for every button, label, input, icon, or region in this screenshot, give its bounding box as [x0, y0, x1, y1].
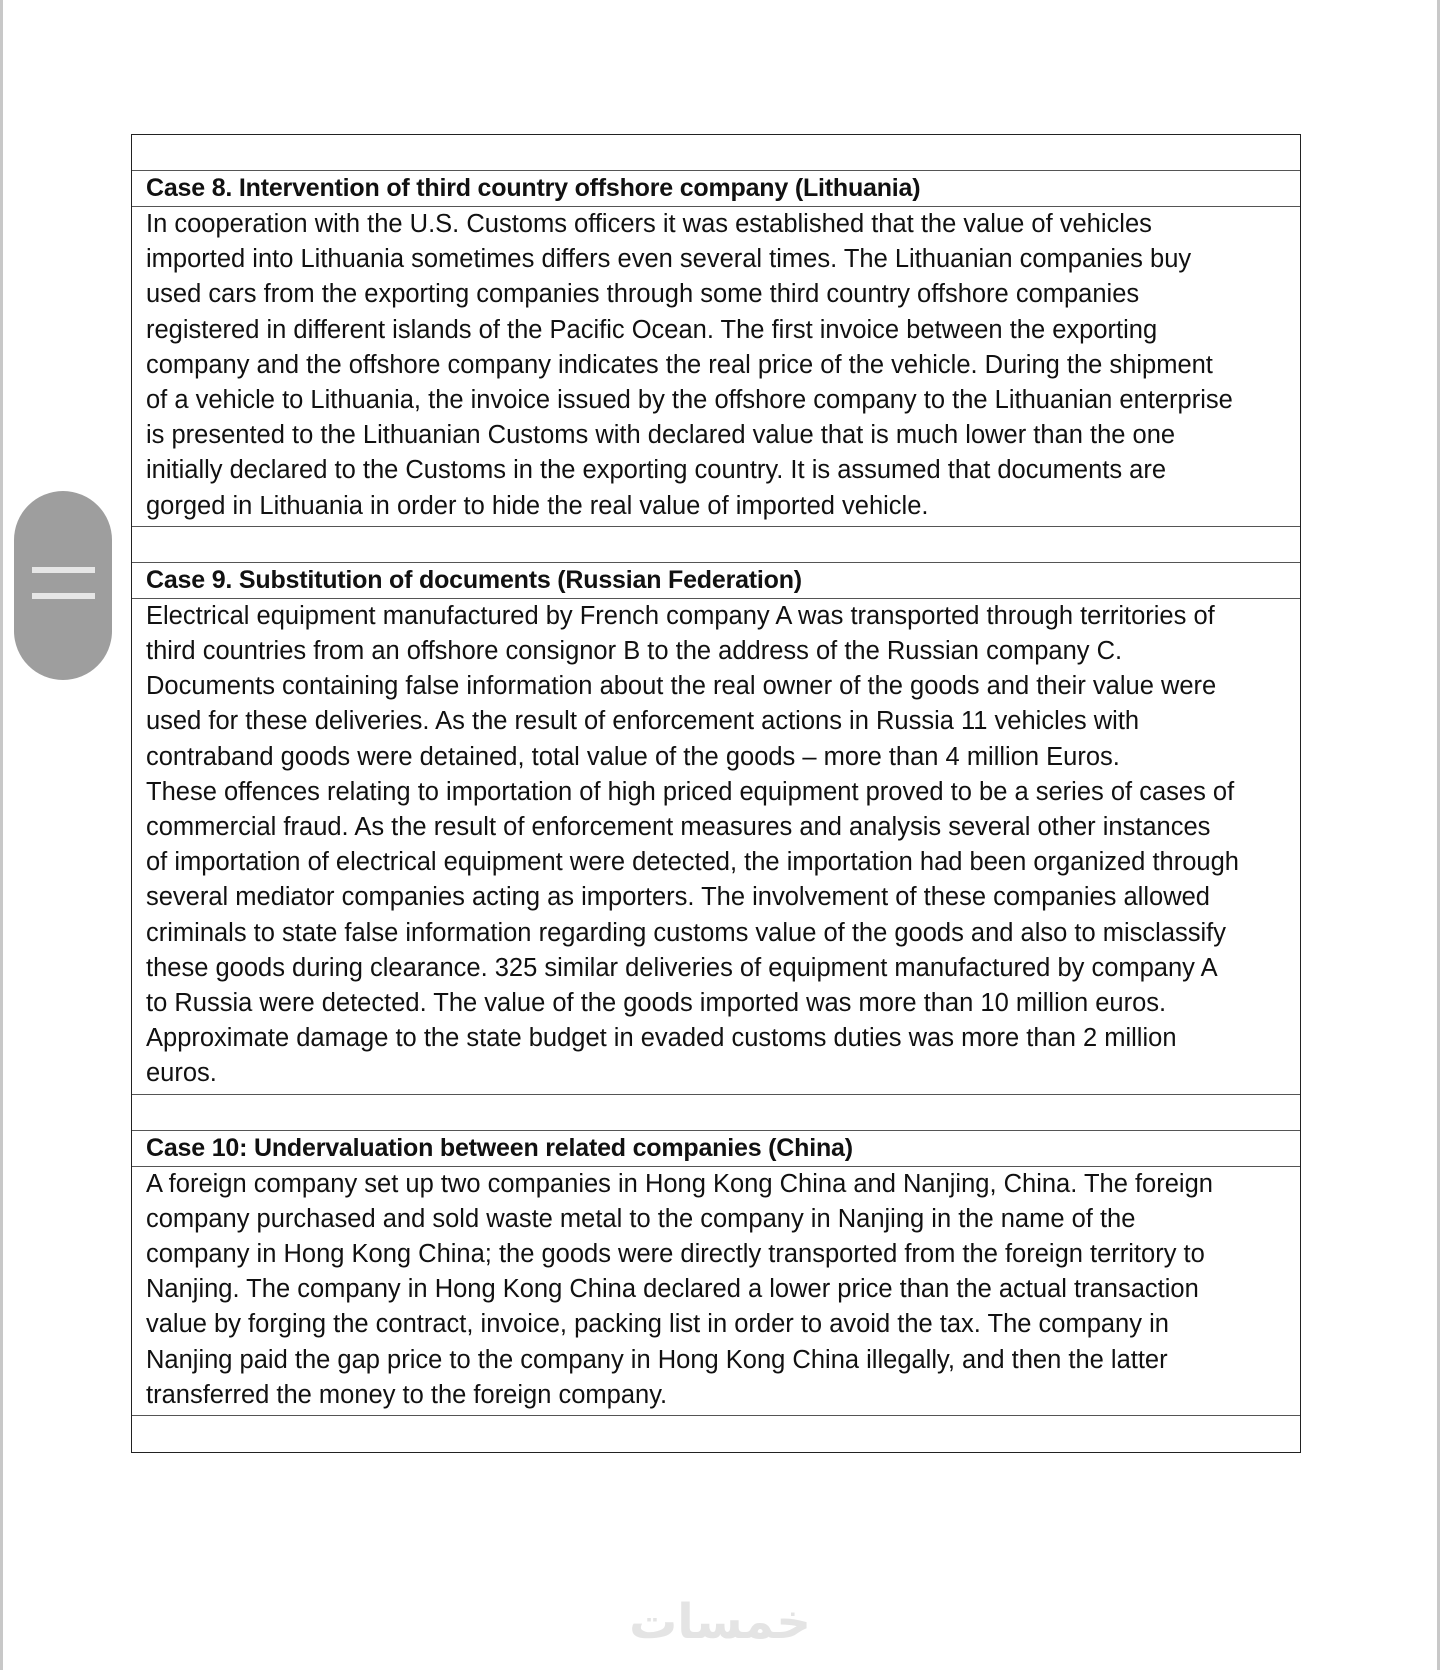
body-line: Nanjing. The company in Hong Kong China declared a lower price than the actual transaction	[146, 1275, 1199, 1304]
body-line: Electrical equipment manufactured by French company A was transported through territories of	[146, 601, 1215, 630]
body-line: euros.	[146, 1059, 217, 1088]
drag-handle-icon	[32, 567, 95, 573]
body-line: Nanjing paid the gap price to the company in Hong Kong China illegally, and then the latter	[146, 1345, 1168, 1374]
watermark-logo: خمسات	[629, 1594, 811, 1650]
body-line: criminals to state false information regarding customs value of the goods and also to misclassify	[146, 918, 1227, 947]
side-panel-toggle-button[interactable]	[14, 491, 112, 680]
body-line: of a vehicle to Lithuania, the invoice issued by the offshore company to the Lithuanian enterprise	[146, 386, 1233, 415]
body-line: These offences relating to importation of high priced equipment proved to be a series of cases of	[146, 777, 1235, 806]
body-line: of importation of electrical equipment were detected, the importation had been organized through	[146, 848, 1239, 877]
body-line: company and the offshore company indicates the real price of the vehicle. During the shipment	[146, 350, 1213, 379]
body-line: transferred the money to the foreign company.	[146, 1380, 668, 1409]
case-8-title: Case 8. Intervention of third country offshore company (Lithuania)	[132, 171, 1300, 207]
body-line: third countries from an offshore consignor B to the address of the Russian company C.	[146, 637, 1123, 666]
spacer-row	[132, 1416, 1300, 1452]
body-line: imported into Lithuania sometimes differs even several times. The Lithuanian companies buy	[146, 245, 1192, 274]
case-10-body	[132, 1167, 1300, 1416]
case-8-body	[132, 207, 1300, 527]
case-table	[131, 134, 1301, 1453]
body-line: several mediator companies acting as importers. The involvement of these companies allowed	[146, 883, 1210, 912]
case-10-title: Case 10: Undervaluation between related companies (China)	[132, 1131, 1300, 1167]
body-line: to Russia were detected. The value of the goods imported was more than 10 million euros.	[146, 989, 1167, 1018]
body-line: registered in different islands of the Pacific Ocean. The first invoice between the exporting	[146, 315, 1158, 344]
body-line: company in Hong Kong China; the goods were directly transported from the foreign territory to	[146, 1240, 1205, 1269]
body-line: gorged in Lithuania in order to hide the real value of imported vehicle.	[146, 491, 929, 520]
body-line: initially declared to the Customs in the exporting country. It is assumed that documents are	[146, 456, 1167, 485]
drag-handle-icon	[32, 593, 95, 599]
case-9-title: Case 9. Substitution of documents (Russian Federation)	[132, 563, 1300, 599]
body-line: Approximate damage to the state budget in evaded customs duties was more than 2 million	[146, 1024, 1177, 1053]
body-line: In cooperation with the U.S. Customs officers it was established that the value of vehicles	[146, 210, 1152, 238]
body-line: company purchased and sold waste metal to the company in Nanjing in the name of the	[146, 1204, 1136, 1233]
spacer-row	[132, 135, 1300, 171]
body-line: is presented to the Lithuanian Customs with declared value that is much lower than the one	[146, 421, 1176, 450]
body-line: contraband goods were detained, total value of the goods – more than 4 million Euros.	[146, 742, 1120, 771]
body-line: these goods during clearance. 325 similar deliveries of equipment manufactured by company A	[146, 953, 1218, 982]
body-line: value by forging the contract, invoice, packing list in order to avoid the tax. The company in	[146, 1310, 1169, 1339]
spacer-row	[132, 1095, 1300, 1131]
body-line: Documents containing false information about the real owner of the goods and their value were	[146, 672, 1217, 701]
case-9-body	[132, 599, 1300, 1095]
body-line: commercial fraud. As the result of enforcement measures and analysis several other instances	[146, 813, 1211, 842]
body-line: used for these deliveries. As the result of enforcement actions in Russia 11 vehicles with	[146, 707, 1140, 736]
spacer-row	[132, 527, 1300, 563]
body-line: A foreign company set up two companies in Hong Kong China and Nanjing, China. The foreign	[146, 1169, 1213, 1198]
body-line: used cars from the exporting companies through some third country offshore companies	[146, 280, 1140, 309]
